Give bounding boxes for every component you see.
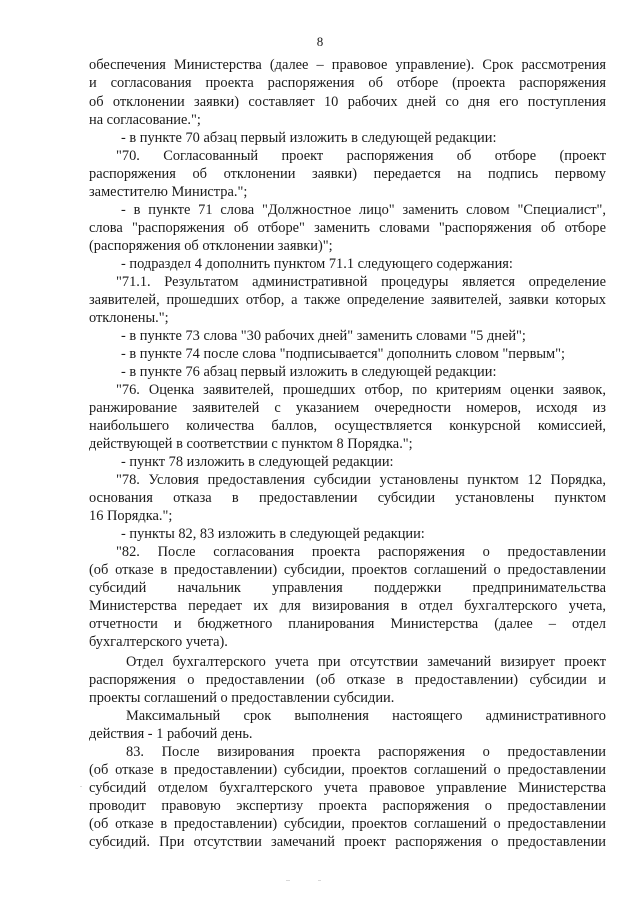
text-line: - пункты 82, 83 изложить в следующей редакции: bbox=[121, 526, 425, 542]
text-line: "70. Согласованный проект распоряжения об отборе (проект bbox=[116, 148, 606, 164]
text-line: 83. После визирования проекта распоряжения о предоставлении bbox=[126, 744, 606, 760]
text-line: обеспечения Министерства (далее – правовое управление). Срок рассмотрения bbox=[89, 57, 606, 73]
text-line: Министерства передает их для визирования в отдел бухгалтерского учета, bbox=[89, 598, 606, 614]
text-line: - в пункте 76 абзац первый изложить в следующей редакции: bbox=[121, 364, 497, 380]
text-line: Максимальный срок выполнения настоящего административного bbox=[126, 708, 606, 724]
text-line: - пункт 78 изложить в следующей редакции: bbox=[121, 454, 394, 470]
text-line: (об отказе в предоставлении) субсидии, проектов соглашений о предоставлении bbox=[89, 816, 606, 832]
text-line: ранжирование заявителей с указанием очередности номеров, исходя из bbox=[89, 400, 606, 416]
text-line: - подраздел 4 дополнить пунктом 71.1 следующего содержания: bbox=[121, 256, 513, 272]
scan-speck bbox=[318, 880, 321, 881]
text-line: наибольшего количества баллов, осуществляется конкурсной комиссией, bbox=[89, 418, 606, 434]
text-line: субсидий. При отсутствии замечаний проект распоряжения о предоставлении bbox=[89, 834, 606, 850]
text-line: (об отказе в предоставлении) субсидии, проектов соглашений о предоставлении bbox=[89, 762, 606, 778]
text-line: "78. Условия предоставления субсидии установлены пунктом 12 Порядка, bbox=[116, 472, 606, 488]
text-line: основания отказа в предоставлении субсидии установлены пунктом bbox=[89, 490, 606, 506]
text-line: "82. После согласования проекта распоряжения о предоставлении bbox=[116, 544, 606, 560]
text-line: субсидий отделом бухгалтерского учета правовое управление Министерства bbox=[89, 780, 606, 796]
text-line: заместителю Министра."; bbox=[89, 184, 248, 200]
text-line: Отдел бухгалтерского учета при отсутствии замечаний визирует проект bbox=[126, 654, 606, 670]
text-line: бухгалтерского учета). bbox=[89, 634, 228, 650]
text-line: слова "распоряжения об отборе" заменить словами "распоряжения об отборе bbox=[89, 220, 606, 236]
text-line: на согласование."; bbox=[89, 112, 201, 128]
text-line: распоряжения о предоставлении (об отказе в предоставлении) субсидии и bbox=[89, 672, 606, 688]
text-line: (об отказе в предоставлении) субсидии, проектов соглашений о предоставлении bbox=[89, 562, 606, 578]
text-line: (распоряжения об отклонении заявки)"; bbox=[89, 238, 333, 254]
scan-speck bbox=[80, 786, 82, 787]
text-line: субсидий начальник управления поддержки предпринимательства bbox=[89, 580, 606, 596]
text-line: - в пункте 70 абзац первый изложить в следующей редакции: bbox=[121, 130, 497, 146]
text-line: - в пункте 74 после слова "подписывается" дополнить словом "первым"; bbox=[121, 346, 566, 362]
text-line: отклонены."; bbox=[89, 310, 169, 326]
text-line: распоряжения об отклонении заявки) передается на подпись первому bbox=[89, 166, 606, 182]
text-line: проекты соглашений о предоставлении субсидии. bbox=[89, 690, 395, 706]
scan-speck bbox=[286, 880, 290, 881]
text-line: заявителей, прошедших отбор, а также определение заявителей, заявки которых bbox=[89, 292, 606, 308]
text-line: действия - 1 рабочий день. bbox=[89, 726, 253, 742]
text-line: отчетности и бюджетного планирования Министерства (далее – отдел bbox=[89, 616, 606, 632]
text-line: и согласования проекта распоряжения об отборе (проекта распоряжения bbox=[89, 75, 606, 91]
text-line: "76. Оценка заявителей, прошедших отбор, по критериям оценки заявок, bbox=[116, 382, 606, 398]
text-line: об отклонении заявки) составляет 10 рабочих дней со дня его поступления bbox=[89, 94, 606, 110]
text-line: действующей в соответствии с пунктом 8 Порядка."; bbox=[89, 436, 413, 452]
text-line: проводит правовую экспертизу проекта распоряжения о предоставлении bbox=[89, 798, 606, 814]
text-line: - в пункте 71 слова "Должностное лицо" заменить словом "Специалист", bbox=[121, 202, 606, 218]
text-line: - в пункте 73 слова "30 рабочих дней" заменить словами "5 дней"; bbox=[121, 328, 526, 344]
text-line: 16 Порядка."; bbox=[89, 508, 173, 524]
page-number: 8 bbox=[316, 34, 324, 49]
text-line: "71.1. Результатом административной процедуры является определение bbox=[116, 274, 606, 290]
